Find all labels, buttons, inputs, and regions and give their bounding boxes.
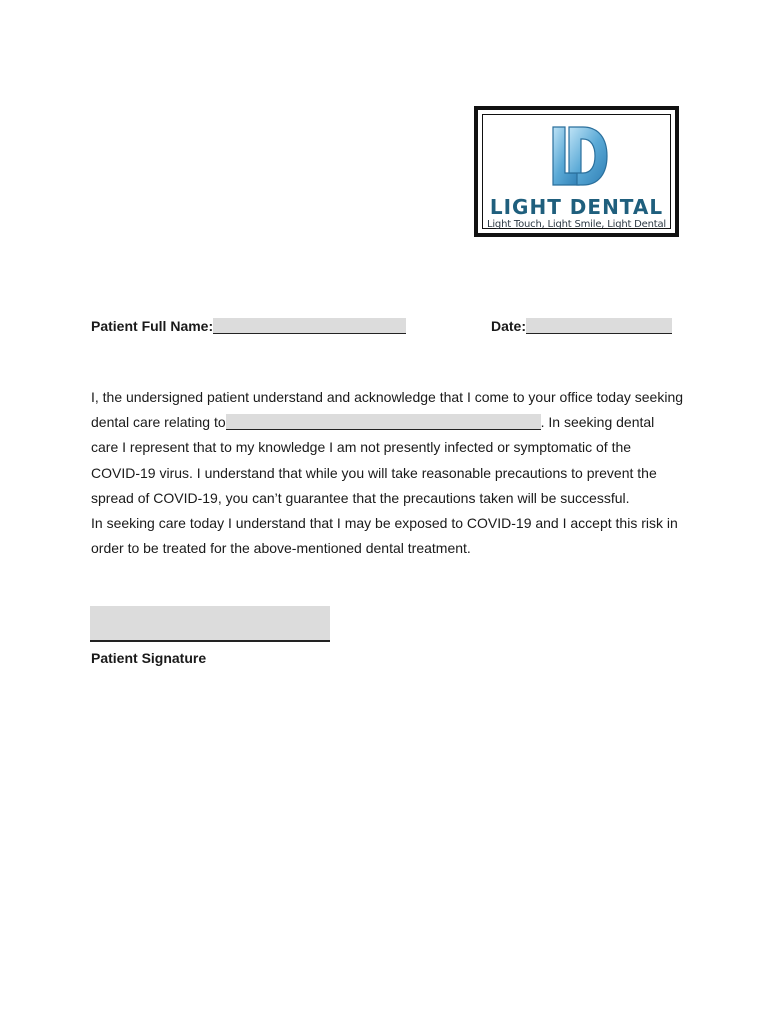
consent-line-5: spread of COVID-19, you can’t guarantee that the precautions taken will be successful. xyxy=(91,489,630,506)
patient-signature-field[interactable] xyxy=(90,606,330,642)
patient-signature-label: Patient Signature xyxy=(91,650,207,666)
date-row xyxy=(491,318,672,334)
consent-line-1: I, the undersigned patient understand and acknowledge that I come to your office today seeking xyxy=(91,389,684,405)
logo-brand-name: LIGHT DENTAL xyxy=(489,195,664,219)
patient-name-field[interactable] xyxy=(213,318,406,334)
consent-line-2-start: dental care relating to xyxy=(91,414,226,431)
consent-line-2 xyxy=(91,410,691,435)
consent-line-3: care I represent that to my knowledge I am not presently infected or symptomatic of the xyxy=(91,439,632,456)
light-dental-logo xyxy=(474,106,679,237)
consent-line-6: In seeking care today I understand that I may be exposed to COVID-19 and I accept this risk in xyxy=(91,515,678,532)
date-label: Date: xyxy=(491,318,527,334)
consent-line-2-end: . In seeking dental xyxy=(540,414,655,431)
logo-tagline: Light Touch, Light Smile, Light Dental xyxy=(486,219,667,230)
ld-monogram-icon xyxy=(549,123,609,191)
consent-line-4: COVID-19 virus. I understand that while you will take reasonable precautions to prevent the xyxy=(91,464,657,481)
patient-name-row xyxy=(91,318,406,334)
consent-statement xyxy=(91,385,691,561)
patient-name-label: Patient Full Name: xyxy=(91,318,214,334)
consent-line-7: order to be treated for the above-mentioned dental treatment. xyxy=(91,540,471,557)
logo-inner-border xyxy=(482,114,671,229)
dental-care-reason-field[interactable] xyxy=(226,414,541,430)
date-field[interactable] xyxy=(526,318,672,334)
